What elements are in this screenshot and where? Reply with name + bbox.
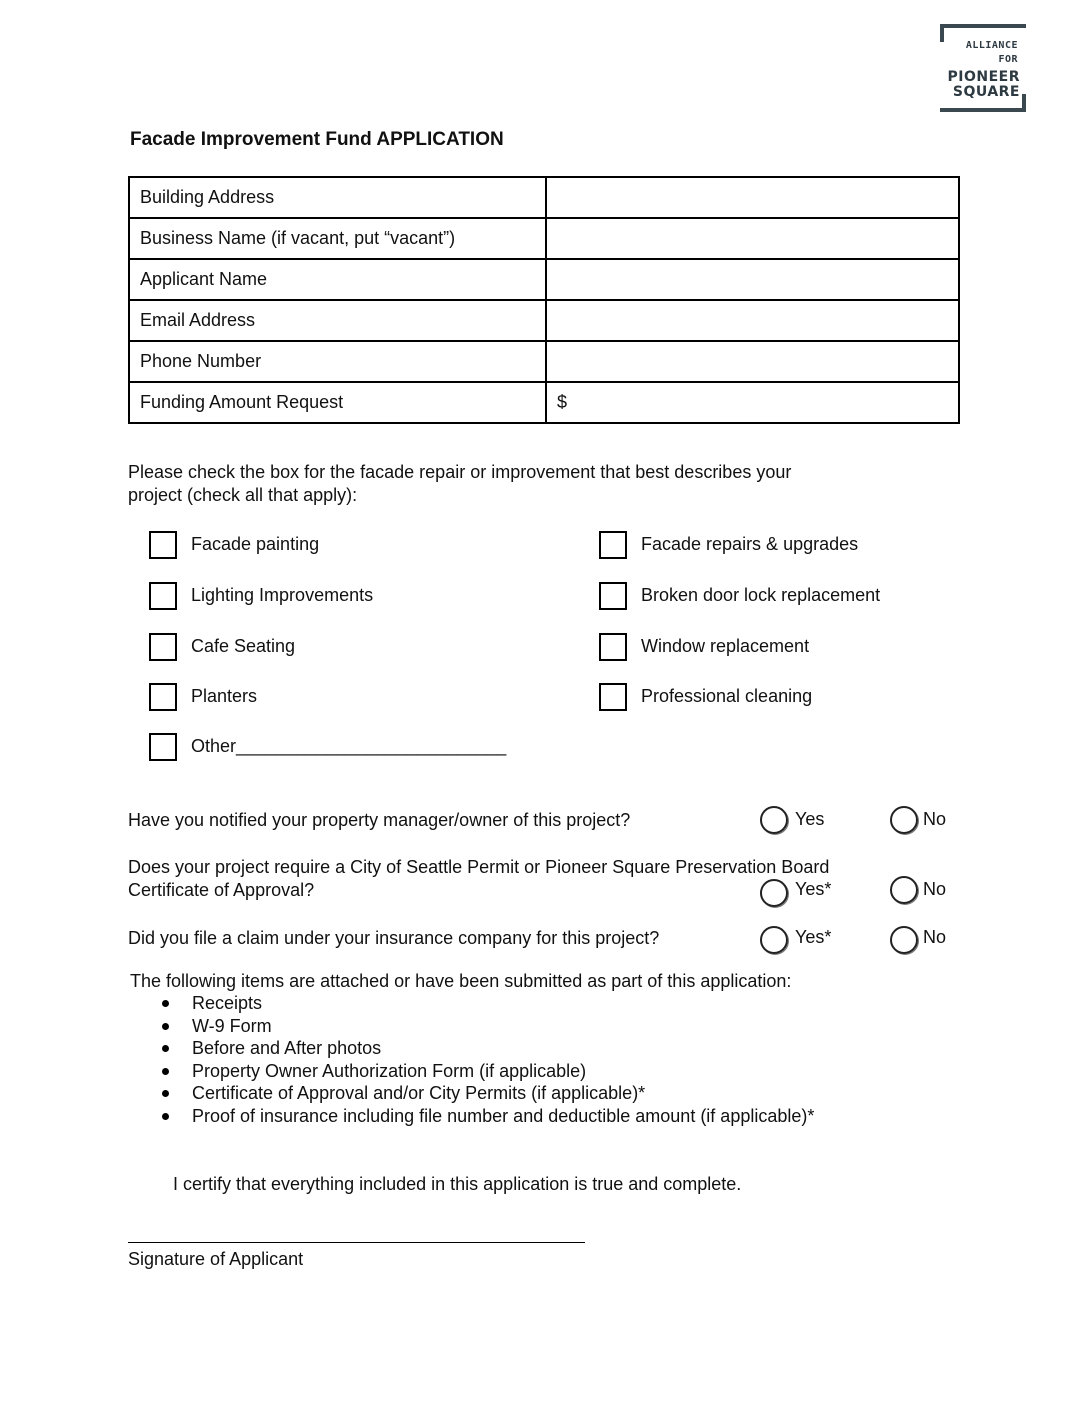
bullet-icon [162, 1045, 169, 1052]
checkbox-square[interactable] [599, 633, 627, 661]
list-item [128, 992, 814, 1015]
checkbox-label: Lighting Improvements [191, 585, 374, 605]
certification-statement: I certify that everything included in this application is true and complete. [173, 1174, 742, 1194]
list-item [128, 1105, 814, 1128]
logo-text-for: FOR [998, 54, 1018, 65]
business-name-field[interactable] [546, 218, 959, 259]
table-row [129, 300, 959, 341]
list-item-text: Receipts [192, 993, 263, 1013]
bullet-icon [162, 1113, 169, 1120]
phone-number-field[interactable] [546, 341, 959, 382]
table-row [129, 218, 959, 259]
applicant-info-table [128, 176, 960, 424]
logo-text-square: SQUARE [952, 84, 1020, 100]
question-insurance: Did you file a claim under your insurance company for this project? [128, 928, 660, 948]
radio-yes[interactable] [760, 926, 788, 954]
page-title: Facade Improvement Fund APPLICATION [130, 129, 504, 150]
table-row [129, 259, 959, 300]
bullet-icon [162, 1000, 169, 1007]
checkbox-square[interactable] [599, 582, 627, 610]
checkbox-square[interactable] [599, 531, 627, 559]
table-row [129, 177, 959, 218]
row-label: Building Address [129, 177, 546, 218]
question-permit-line-2: Certificate of Approval? [128, 880, 315, 900]
attachments-list [128, 992, 814, 1127]
checkbox-label: Other___________________________ [191, 736, 507, 756]
row-label: Business Name (if vacant, put “vacant”) [129, 218, 546, 259]
radio-no-label: No [923, 927, 947, 947]
row-label: Applicant Name [129, 259, 546, 300]
logo-text-alliance: ALLIANCE [965, 40, 1018, 51]
list-item-text: Property Owner Authorization Form (if applicable) [192, 1060, 587, 1081]
checkbox-label: Planters [191, 686, 258, 706]
checkbox-square[interactable] [599, 683, 627, 711]
radio-no[interactable] [890, 926, 918, 954]
building-address-field[interactable] [546, 177, 959, 218]
checkbox-label: Facade painting [191, 534, 320, 554]
checkbox-label: Window replacement [641, 636, 810, 656]
row-label: Phone Number [129, 341, 546, 382]
radio-yes[interactable] [760, 806, 788, 834]
list-item-text: Proof of insurance including file number and deductible amount (if applicable)* [192, 1105, 815, 1126]
checkbox-label: Cafe Seating [191, 636, 296, 656]
logo-text-pioneer: PIONEER [947, 69, 1020, 85]
list-item [128, 1015, 814, 1038]
question-permit-line-1: Does your project require a City of Seattle Permit or Pioneer Square Preservation Board [128, 857, 830, 877]
list-item [128, 1037, 814, 1060]
row-label: Funding Amount Request [129, 382, 546, 423]
list-item [128, 1060, 814, 1083]
applicant-name-field[interactable] [546, 259, 959, 300]
radio-yes-label: Yes [795, 809, 825, 829]
alliance-logo [940, 24, 1026, 112]
radio-yes-label: Yes* [795, 927, 832, 947]
email-address-field[interactable] [546, 300, 959, 341]
attachments-intro: The following items are attached or have been submitted as part of this application: [130, 971, 792, 991]
row-label: Email Address [129, 300, 546, 341]
instructions-line-1: Please check the box for the facade repair or improvement that best describes your [128, 462, 792, 482]
bullet-icon [162, 1090, 169, 1097]
signature-line[interactable] [128, 1242, 585, 1243]
checkbox-label: Broken door lock replacement [641, 585, 881, 605]
list-item [128, 1082, 814, 1105]
question-property-manager: Have you notified your property manager/owner of this project? [128, 810, 631, 830]
table-row [129, 382, 959, 423]
funding-amount-field[interactable]: $ [546, 382, 959, 423]
table-row [129, 341, 959, 382]
radio-yes[interactable] [760, 879, 788, 907]
radio-no-label: No [923, 879, 947, 899]
bullet-icon [162, 1068, 169, 1075]
checkbox-label: Professional cleaning [641, 686, 813, 706]
checkbox-square[interactable] [149, 633, 177, 661]
checkbox-square[interactable] [149, 683, 177, 711]
radio-no[interactable] [890, 876, 918, 904]
instructions-line-2: project (check all that apply): [128, 485, 358, 505]
radio-yes-label: Yes* [795, 879, 832, 899]
checkbox-label: Facade repairs & upgrades [641, 534, 859, 554]
radio-no[interactable] [890, 806, 918, 834]
bullet-icon [162, 1023, 169, 1030]
checkbox-square[interactable] [149, 531, 177, 559]
list-item-text: Certificate of Approval and/or City Permits (if applicable)* [192, 1083, 646, 1103]
radio-no-label: No [923, 809, 947, 829]
list-item-text: W-9 Form [192, 1015, 272, 1036]
signature-label: Signature of Applicant [128, 1249, 304, 1269]
checkbox-square[interactable] [149, 582, 177, 610]
checkbox-square[interactable] [149, 733, 177, 761]
list-item-text: Before and After photos [192, 1038, 382, 1058]
